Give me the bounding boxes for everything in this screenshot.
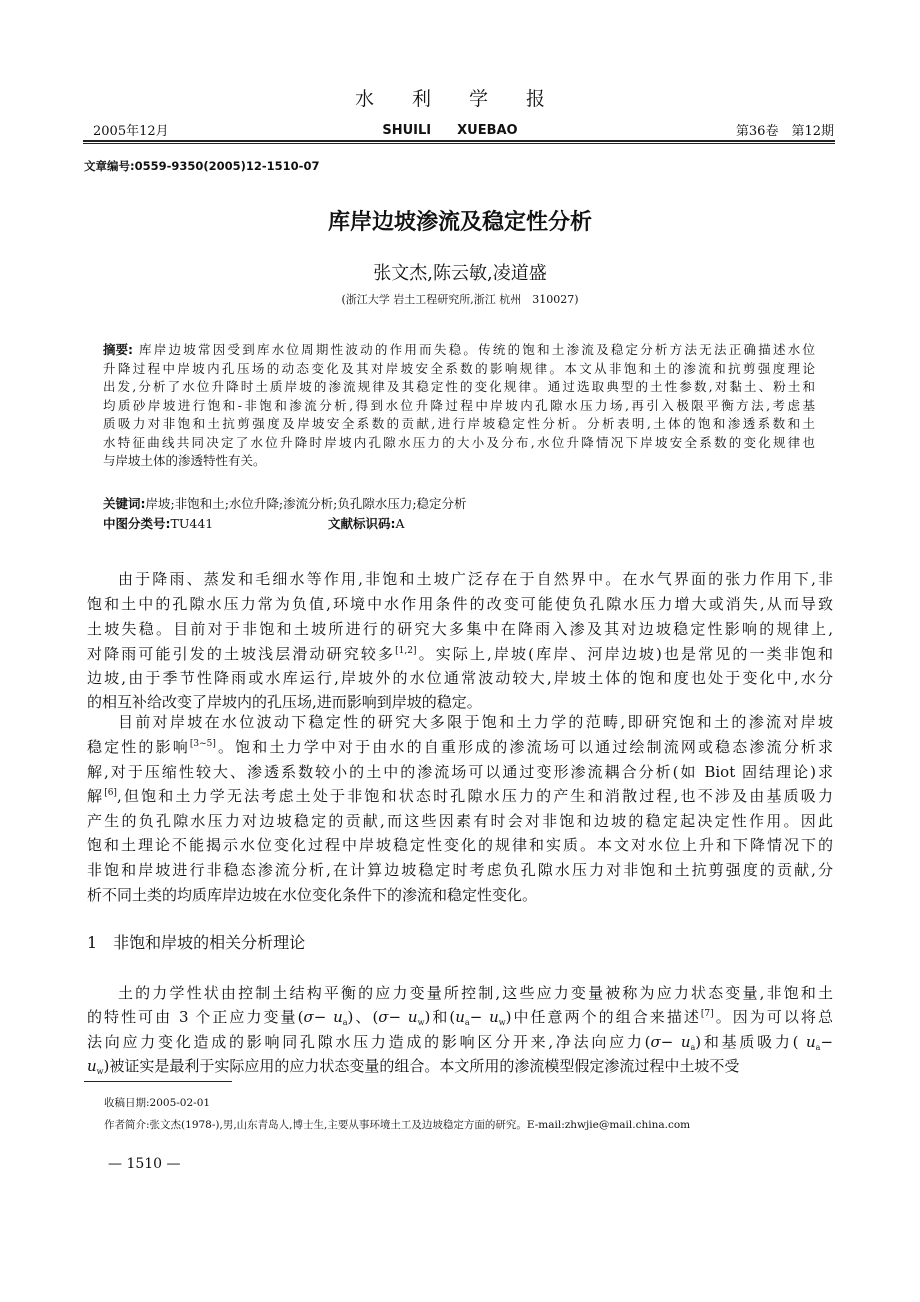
text-line <box>87 643 833 664</box>
text-line <box>87 785 833 806</box>
text-run: 解,对于压缩性较大、渗透系数较小的土中的渗流场可以通过变形渗流耦合分析(如 Biot 固结理论)求 <box>87 763 833 781</box>
citation: [1,2] <box>395 646 417 656</box>
keywords-text: 岸坡;非饱和土;水位升降;渗流分析;负孔隙水压力;稳定分析 <box>145 496 467 511</box>
text-run: 土坡失稳。目前对于非饱和土坡所进行的研究大多集中在降雨入渗及其对边坡稳定性影响的规律上, <box>87 620 833 638</box>
text-line <box>87 834 833 855</box>
text-run: a <box>815 1043 821 1052</box>
issue-date: 2005年12月 <box>93 124 169 139</box>
text-run: 。实际上,岸坡(库岸、河岸边坡)也是常见的一类非饱和 <box>416 645 833 663</box>
journal-title-cn: 水 利 学 报 <box>354 88 545 110</box>
text-run: a <box>464 1018 470 1027</box>
keywords <box>103 494 467 512</box>
text-line <box>103 377 815 395</box>
footnote-received: 收稿日期:2005-02-01 <box>104 1097 211 1109</box>
text-line <box>87 667 833 688</box>
text-run: 非饱和岸坡进行非稳态渗流分析,在计算边坡稳定时考虑负孔隙水压力对非饱和土抗剪强度的贡献,分 <box>87 861 833 879</box>
text-run: u <box>680 1033 691 1051</box>
text-run: 由于降雨、蒸发和毛细水等作用,非饱和土坡广泛存在于自然界中。在水气界面的张力作用下,非 <box>118 570 833 588</box>
text-run: 产生的负孔隙水压力对边坡稳定的贡献,而这些因素有时会对非饱和边坡的稳定起决定性作用。因此 <box>87 812 833 830</box>
text-line <box>87 1055 833 1076</box>
text-run: 土的力学性状由控制土结构平衡的应力变量所控制,这些应力变量被称为应力状态变量,非饱和土 <box>118 984 833 1002</box>
text-line <box>103 451 815 469</box>
text-run: 法向应力变化造成的影响同孔隙水压力造成的影响区分开来,净法向应力( <box>87 1033 651 1051</box>
header-double-rule <box>83 140 835 144</box>
text-run: σ <box>378 1008 389 1026</box>
volume-issue: 第36卷 第12期 <box>735 124 834 139</box>
citation: [6] <box>104 788 117 798</box>
text-run: 库岸边坡常因受到库水位周期性波动的作用而失稳。传统的饱和土渗流及稳定分析方法无法正确描述水位 <box>139 342 815 357</box>
text-run: ,但饱和土力学无法考虑土处于非饱和状态时孔隙水压力的产生和消散过程,也不涉及由基质吸力 <box>116 787 833 805</box>
text-run: u <box>407 1008 418 1026</box>
text-run: w <box>498 1018 506 1027</box>
footnote-author-bio: 作者简介:张文杰(1978-),男,山东青岛人,博士生,主要从事环境土工及边坡稳定方面的研究。E-mail:zhwjie@mail.china.com <box>104 1119 691 1131</box>
text-line <box>118 982 833 1003</box>
text-run: )中任意两个的组合来描述 <box>505 1008 701 1026</box>
paper-title: 库岸边坡渗流及稳定性分析 <box>327 210 592 235</box>
doc-code-label: 文献标识码: <box>328 516 396 531</box>
text-line <box>103 414 815 432</box>
text-line <box>87 1031 833 1052</box>
text-run: − <box>660 1033 681 1051</box>
text-run: 出发,分析了水位升降时土质岸坡的渗流规律及其稳定性的变化规律。通过选取典型的土性参数,对黏土、粉土和 <box>103 379 815 394</box>
text-run: σ <box>303 1008 314 1026</box>
text-run: − <box>820 1033 834 1051</box>
text-run: u <box>87 1057 97 1075</box>
text-run: 与岸坡土体的渗透特性有关。 <box>103 453 266 468</box>
document-code <box>328 514 405 532</box>
text-line <box>118 711 833 732</box>
text-line <box>87 736 833 757</box>
text-line <box>103 396 815 414</box>
text-run: a <box>690 1043 696 1052</box>
text-run: )被证实是最利于实际应用的应力状态变量的组合。本文所用的渗流模型假定渗流过程中土坡不受 <box>103 1057 740 1075</box>
text-run: w <box>417 1018 425 1027</box>
text-run: 水特征曲线共同决定了水位升降时岸坡内孔隙水压力的大小及分布,水位升降情况下岸坡安全系数的变化规律也 <box>103 435 815 450</box>
text-run: σ <box>650 1033 661 1051</box>
text-line <box>87 691 833 712</box>
text-run: 的相互补给改变了岸坡内的孔压场,进而影响到岸坡的稳定。 <box>87 693 482 711</box>
text-run: 质吸力对非饱和土抗剪强度及岸坡安全系数的贡献,进行岸坡稳定性分析。分析表明,土体的饱和渗透系数和土 <box>103 416 815 431</box>
text-line <box>87 761 833 782</box>
clc-value: TU441 <box>170 516 214 531</box>
text-line <box>87 884 833 905</box>
text-run: u <box>455 1008 465 1026</box>
abstract-label: 摘要: <box>103 342 133 357</box>
text-line <box>103 359 815 377</box>
clc-number <box>103 514 213 532</box>
text-run: 。饱和土力学中对于由水的自重形成的渗流场可以通过绘制流网或稳态渗流分析求 <box>215 738 833 756</box>
text-run: 解 <box>87 787 105 805</box>
text-run: 的特性可由 3 个正应力变量( <box>87 1008 304 1026</box>
journal-title-en: SHUILI XUEBAO <box>382 123 518 138</box>
text-run: 饱和土中的孔隙水压力常为负值,环境中水作用条件的改变可能使负孔隙水压力增大或消失,从而导致 <box>87 595 833 613</box>
article-id: 文章编号:0559-9350(2005)12-1510-07 <box>84 159 320 173</box>
text-run: − <box>469 1008 490 1026</box>
citation: [7] <box>700 1009 714 1019</box>
text-run: 。因为可以将总 <box>713 1008 833 1026</box>
text-run: − <box>313 1008 334 1026</box>
text-line <box>103 433 815 451</box>
text-run: )和( <box>424 1008 456 1026</box>
text-line <box>87 1006 833 1027</box>
citation: [3~5] <box>189 739 216 749</box>
text-run: w <box>96 1067 104 1076</box>
doc-code-value: A <box>395 516 405 531</box>
text-run: 析不同土类的均质库岸边坡在水位变化条件下的渗流和稳定性变化。 <box>87 886 538 904</box>
text-run: 均质砂岸坡进行饱和-非饱和渗流分析,得到水位升降过程中岸坡内孔隙水压力场,再引入极限平衡方法,考虑基 <box>103 398 815 413</box>
text-run: u <box>333 1008 343 1026</box>
section-heading: 1 非饱和岸坡的相关分析理论 <box>87 933 306 952</box>
text-run: )、( <box>347 1008 379 1026</box>
text-line <box>87 593 833 614</box>
text-run: 边坡,由于季节性降雨或水库运行,岸坡外的水位通常波动较大,岸坡土体的饱和度也处于变化中,水分 <box>87 669 833 687</box>
text-line <box>139 340 815 358</box>
text-run: − <box>388 1008 408 1026</box>
text-run: a <box>342 1018 348 1027</box>
text-line <box>118 568 833 589</box>
text-line <box>87 618 833 639</box>
text-run: 目前对岸坡在水位波动下稳定性的研究大多限于饱和土力学的范畴,即研究饱和土的渗流对岸坡 <box>118 713 833 731</box>
keywords-label: 关键词: <box>103 496 146 511</box>
affiliation: (浙江大学 岩土工程研究所,浙江 杭州 310027) <box>341 293 579 306</box>
text-run: 对降雨可能引发的土坡浅层滑动研究较多 <box>87 645 396 663</box>
page-number: — 1510 — <box>108 1156 181 1172</box>
text-run: )和基质吸力( <box>695 1033 806 1051</box>
text-run: 升降过程中岸坡内孔压场的动态变化及其对岸坡安全系数的影响规律。本文从非饱和土的渗流和抗剪强度理论 <box>103 361 815 376</box>
clc-label: 中图分类号: <box>103 516 171 531</box>
text-run: u <box>489 1008 499 1026</box>
text-line <box>87 810 833 831</box>
text-run: 饱和土理论不能揭示水位变化过程中岸坡稳定性变化的规律和实质。本文对水位上升和下降情况下的 <box>87 836 833 854</box>
text-run: u <box>805 1033 816 1051</box>
text-line <box>87 859 833 880</box>
paper-authors: 张文杰,陈云敏,凌道盛 <box>373 263 547 284</box>
text-run: 稳定性的影响 <box>87 738 190 756</box>
footnote-rule <box>84 1081 232 1082</box>
